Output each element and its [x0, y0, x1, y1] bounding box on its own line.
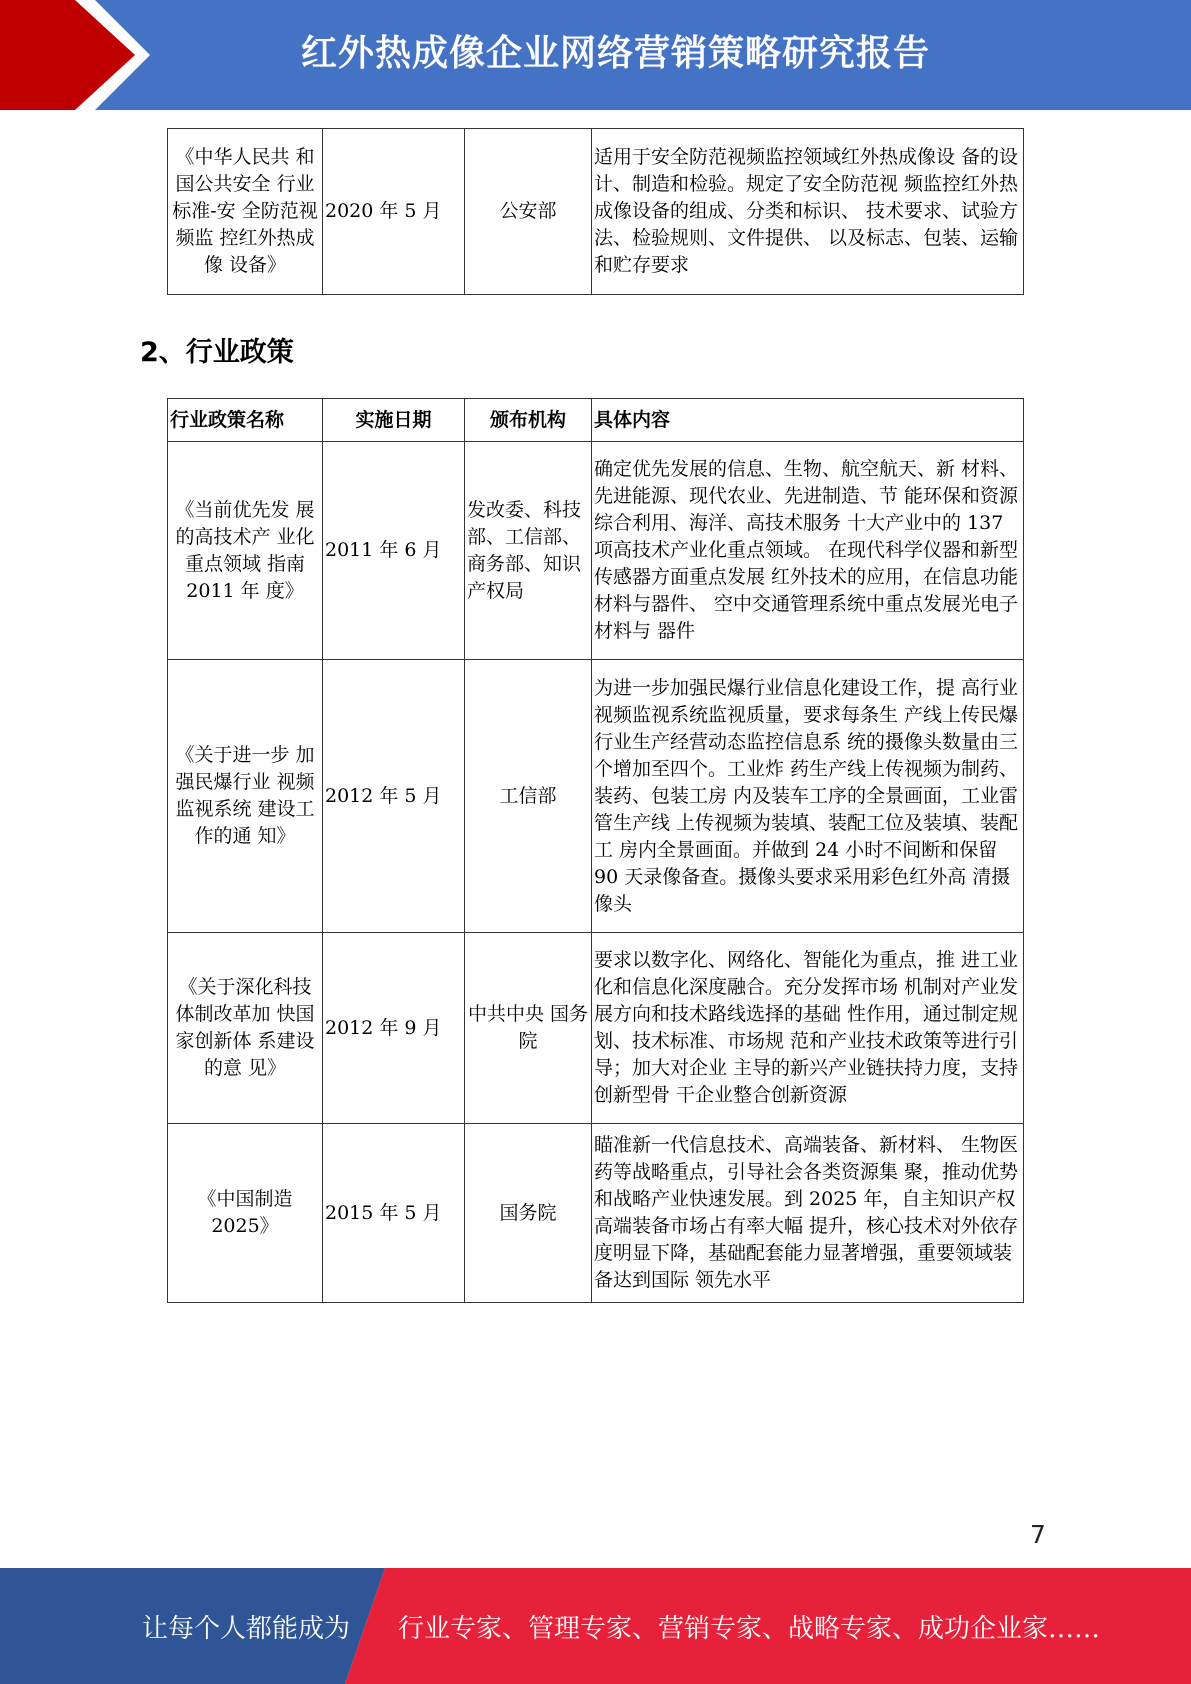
policy-content: 要求以数字化、网络化、智能化为重点，推 进工业化和信息化深度融合。充分发挥市场 机制对产业发展方向和技术路线选择的基础 性作用，通过制定规划、技术标准、市场规 范和产业技术政策等进行引导；加大对企业 主导的新兴产业链扶持力度，支持创新型骨 干企业整合创新资源 [592, 933, 1024, 1124]
column-header-content: 具体内容 [592, 399, 1024, 442]
table-row [168, 660, 1024, 933]
policy-name: 《中国制造 2025》 [168, 1124, 323, 1303]
page-footer [0, 1568, 1191, 1684]
standard-date: 2020 年 5 月 [323, 129, 465, 295]
policy-content: 瞄准新一代信息技术、高端装备、新材料、 生物医药等战略重点，引导社会各类资源集 聚，推动优势和战略产业快速发展。到 2025 年，自主知识产权高端装备市场占有率大幅 提升，核心技术对外依存度明显下降，基础配套能力显著增强，重要领域装备达到国际 领先水平 [592, 1124, 1024, 1303]
column-header-agency: 颁布机构 [465, 399, 592, 442]
policy-date: 2012 年 5 月 [323, 660, 465, 933]
policy-name: 《关于进一步 加强民爆行业 视频监视系统 建设工作的通 知》 [168, 660, 323, 933]
policy-agency: 国务院 [465, 1124, 592, 1303]
standard-content: 适用于安全防范视频监控领域红外热成像设 备的设计、制造和检验。规定了安全防范视 频监控红外热成像设备的组成、分类和标识、 技术要求、试验方法、检验规则、文件提供、 以及标志、包装、运输和贮存要求 [592, 129, 1024, 295]
standards-table [167, 128, 1024, 295]
policy-date: 2015 年 5 月 [323, 1124, 465, 1303]
table-row [168, 933, 1024, 1124]
policy-name: 《关于深化科技体制改革加 快国家创新体 系建设的意 见》 [168, 933, 323, 1124]
policy-date: 2012 年 9 月 [323, 933, 465, 1124]
standard-name: 《中华人民共 和国公共安全 行业标准-安 全防范视频监 控红外热成像 设备》 [168, 129, 323, 295]
policy-agency: 中共中央 国务院 [465, 933, 592, 1124]
policy-content: 确定优先发展的信息、生物、航空航天、新 材料、先进能源、现代农业、先进制造、节 能环保和资源综合利用、海洋、高技术服务 十大产业中的 137 项高技术产业化重点领域。 在现代科学仪器和新型传感器方面重点发展 红外技术的应用，在信息功能材料与器件、 空中交通管理系统中重点发展光电子材料与 器件 [592, 442, 1024, 660]
policy-content: 为进一步加强民爆行业信息化建设工作，提 高行业视频监视系统监视质量，要求每条生 产线上传民爆行业生产经营动态监控信息系 统的摄像头数量由三个增加至四个。工业炸 药生产线上传视频为制药、装药、包装工房 内及装车工序的全景画面，工业雷管生产线 上传视频为装填、装配工位及装填、装配工 房内全景画面。并做到 24 小时不间断和保留 90 天录像备查。摄像头要求采用彩色红外高 清摄像头 [592, 660, 1024, 933]
table-header-row [168, 399, 1024, 442]
page-number: 7 [1030, 1520, 1046, 1549]
table-row [168, 442, 1024, 660]
footer-roles: 行业专家、管理专家、营销专家、战略专家、成功企业家…… [398, 1614, 1101, 1644]
table-row [168, 1124, 1024, 1303]
standard-agency: 公安部 [465, 129, 592, 295]
report-title: 红外热成像企业网络营销策略研究报告 [300, 33, 930, 74]
policy-date: 2011 年 6 月 [323, 442, 465, 660]
column-header-name: 行业政策名称 [168, 399, 323, 442]
policy-name: 《当前优先发 展的高技术产 业化重点领域 指南 2011 年 度》 [168, 442, 323, 660]
policy-agency: 发改委、科技部、工信部、商务部、知识产权局 [465, 442, 592, 660]
footer-slogan: 让每个人都能成为 [142, 1614, 351, 1644]
section-heading: 2、行业政策 [140, 337, 294, 368]
policy-agency: 工信部 [465, 660, 592, 933]
column-header-date: 实施日期 [323, 399, 465, 442]
table-row [168, 129, 1024, 295]
policy-table [167, 398, 1024, 1303]
page-header [0, 0, 1191, 110]
